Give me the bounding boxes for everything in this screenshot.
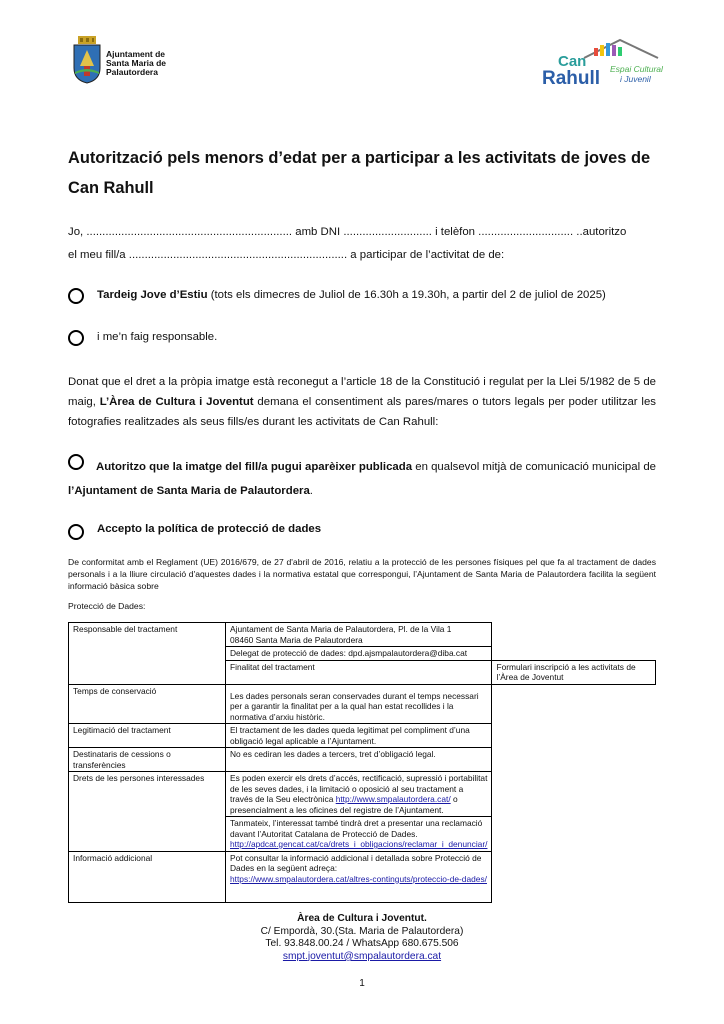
- table-key: Finalitat del tractament: [226, 660, 492, 684]
- image-authorization-bold: Autoritzo que la imatge del fill/a pugui aparèixer publicada: [96, 461, 413, 473]
- data-protection-table: [68, 622, 656, 903]
- table-key: Destinataris de cessions o transferències: [69, 748, 226, 772]
- responsibility-label: i me’n faig responsable.: [97, 331, 218, 343]
- table-row: [69, 772, 656, 817]
- rights-text: o presencialment a les oficines del registre de l’Ajuntament.: [230, 794, 458, 815]
- table-value: [226, 817, 492, 852]
- table-row: [69, 684, 656, 724]
- table-row: [69, 748, 656, 772]
- parent-details-fields: [68, 224, 656, 264]
- table-key: Drets de les persones interessades: [69, 772, 226, 852]
- table-value: [226, 772, 492, 817]
- activity-name: Tardeig Jove d’Estiu: [97, 289, 208, 301]
- complaint-text: Tanmateix, l’interessat també tindrà dret a presentar una reclamació davant l’Autoritat Catalana de Protecció de Dades.: [230, 818, 483, 839]
- page-title: Autorització pels menors d’edat per a participar a les activitats de joves de Can Rahull: [68, 149, 651, 197]
- table-value: Formulari inscripció a les activitats de l’Àrea de Joventut: [492, 660, 656, 684]
- image-rights-text: Donat que el dret a la pròpia imatge està reconegut a l’article 18 de la Constitució i regulat per la Llei 5/1982 de 5 de maig,: [68, 376, 656, 408]
- logo-tagline: i Juvenil: [620, 74, 651, 84]
- ajuntament-name-line: Ajuntament de: [106, 49, 166, 59]
- rgpd-paragraph: De conformitat amb el Reglament (UE) 2016/679, de 27 d'abril de 2016, relatiu a la protecció de les persones físiques pel que fa al tractament de dades personals i a la lliure circulació d'aquestes dades i la normativa estatal que correspongui, l’Ajuntament de Santa Maria de Palautordera facilita la següent informació bàsica sobre: [68, 557, 656, 591]
- apdcat-link[interactable]: http://apdcat.gencat.cat/ca/drets_i_obligacions/reclamar_i_denunciar/: [230, 839, 488, 849]
- child-name-line[interactable]: el meu fill/a ..................................................................... a participar de l’activitat de de:: [68, 249, 505, 261]
- table-key: Responsable del tractament: [69, 623, 226, 685]
- table-value: [226, 623, 492, 647]
- parent-name-dni-phone-line[interactable]: Jo, ................................................................. amb DNI ............................ i telèfon .............................. ..autoritzo: [68, 226, 627, 238]
- data-protection-label: Protecció de Dades:: [68, 601, 146, 611]
- ajuntament-name-line: Palautordera: [106, 67, 158, 77]
- activity-schedule: (tots els dimecres de Juliol de 16.30h a 19.30h, a partir del 2 de juliol de 2025): [207, 289, 606, 301]
- seu-electronica-link[interactable]: http://www.smpalautordera.cat/: [335, 794, 451, 804]
- footer: [0, 913, 724, 963]
- ajuntament-logo: [72, 36, 172, 86]
- rights-text: Es poden exercir els drets d’accés, rectificació, supressió i portabilitat de les seves dades, i la limitació o oposició al seu tractament a través de la Seu electrònica: [230, 773, 488, 804]
- table-value: [226, 851, 492, 902]
- can-rahull-house-icon: [538, 36, 666, 100]
- ajuntament-name: l’Ajuntament de Santa Maria de Palautordera: [68, 485, 310, 497]
- footer-address: C/ Empordà, 30.(Sta. Maria de Palautordera): [260, 925, 464, 937]
- responsible-address: Ajuntament de Santa Maria de Palautordera, Pl. de la Vila 1: [230, 624, 452, 634]
- additional-info-text: Pot consultar la informació addicional i detallada sobre Protecció de Dades en la següent adreça:: [230, 852, 482, 873]
- area-name: L’Àrea de Cultura i Joventut: [99, 396, 254, 408]
- activity-option-radio[interactable]: [68, 288, 84, 304]
- footer-email-link[interactable]: smpt.joventut@smpalautordera.cat: [282, 950, 442, 962]
- logo-word-rahull: Rahull: [542, 68, 601, 89]
- can-rahull-logo: [538, 36, 666, 100]
- data-protection-link[interactable]: https://www.smpalautordera.cat/altres-continguts/proteccio-de-dades/: [230, 873, 487, 884]
- logo-tagline: Espai Cultural: [610, 64, 663, 74]
- coat-of-arms-icon: [72, 36, 102, 84]
- privacy-policy-label: Accepto la política de protecció de dades: [97, 523, 322, 535]
- image-authorization-label: [68, 455, 656, 503]
- table-value: No es cediran les dades a tercers, tret d’obligació legal.: [226, 748, 492, 772]
- footer-area: Àrea de Cultura i Joventut.: [297, 913, 427, 924]
- table-value: Les dades personals seran conservades durant el temps necessari per a garantir la finalitat per a la qual han estat recollides i la normativa d’arxiu històric.: [226, 684, 492, 724]
- footer-phone: Tel. 93.848.00.24 / WhatsApp 680.675.506: [265, 938, 459, 950]
- period: .: [309, 485, 313, 497]
- image-rights-paragraph: [68, 372, 656, 432]
- table-key: Temps de conservació: [69, 684, 226, 724]
- table-key: Legitimació del tractament: [69, 724, 226, 748]
- privacy-policy-radio[interactable]: [68, 524, 84, 540]
- table-row: [69, 851, 656, 902]
- table-key: Informació addicional: [69, 851, 226, 902]
- table-row: [69, 724, 656, 748]
- dpo-contact: Delegat de protecció de dades: dpd.ajsmpalautordera@diba.cat: [226, 647, 492, 661]
- ajuntament-name-line: Santa Maria de: [106, 58, 166, 68]
- table-row: [69, 623, 656, 647]
- logo-word-can: Can: [558, 53, 587, 70]
- page-number: 1: [359, 978, 365, 989]
- responsible-city: 08460 Santa Maria de Palautordera: [230, 634, 363, 645]
- activity-option-label: [97, 289, 606, 301]
- table-value: El tractament de les dades queda legitimat pel compliment d’una obligació legal aplicable a l’Ajuntament.: [226, 724, 492, 748]
- image-authorization-text: en qualsevol mitjà de comunicació municipal de: [412, 461, 656, 473]
- responsibility-radio[interactable]: [68, 330, 84, 346]
- image-rights-text: demana el consentiment als pares/mares o tutors legals per poder utilitzar les fotografies realitzades als seus fills/es durant les activitats de Can Rahull:: [68, 396, 656, 428]
